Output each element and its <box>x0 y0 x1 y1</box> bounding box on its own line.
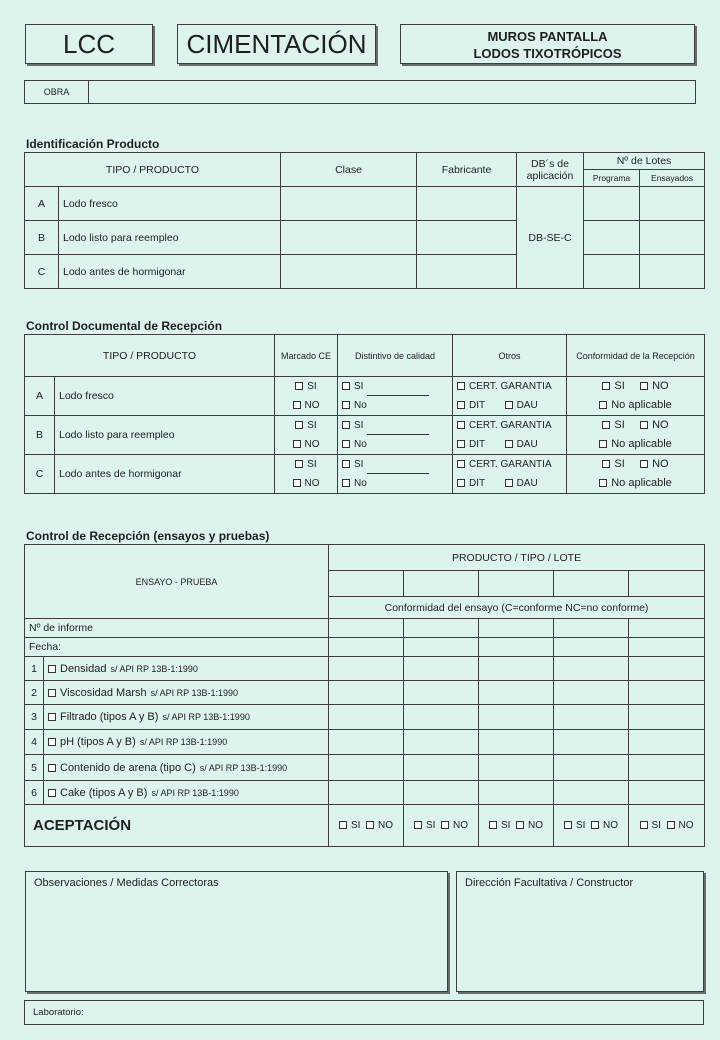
checkbox[interactable] <box>457 440 465 448</box>
lote-cell[interactable] <box>554 571 629 597</box>
test-number: 3 <box>25 705 44 730</box>
observaciones-label: Observaciones / Medidas Correctoras <box>34 877 219 889</box>
documental-title: Control Documental de Recepción <box>26 319 223 333</box>
test-standard: s/ API RP 13B-1:1990 <box>110 663 198 674</box>
direccion-box[interactable] <box>456 871 704 992</box>
id-ensayados-cell[interactable] <box>640 255 705 289</box>
identificacion-table <box>24 152 705 289</box>
subtitle-line2: LODOS TIXOTRÓPICOS <box>473 46 622 61</box>
id-row-letter: A <box>25 187 59 221</box>
test-row <box>25 705 705 730</box>
laboratorio-box[interactable] <box>24 1000 704 1025</box>
checkbox[interactable] <box>48 713 56 721</box>
id-programa-cell[interactable] <box>584 255 640 289</box>
checkbox[interactable] <box>48 689 56 697</box>
checkbox[interactable] <box>293 440 301 448</box>
doc-header-conformidad: Conformidad de la Recepción <box>567 335 705 377</box>
informe-cell[interactable] <box>479 619 554 638</box>
result-cell[interactable] <box>629 730 705 755</box>
id-db-value: DB-SE-C <box>517 187 584 289</box>
doc-conformidad-options[interactable]: SI NO No aplicable <box>567 416 705 455</box>
test-row <box>25 681 705 705</box>
result-cell[interactable] <box>629 755 705 781</box>
doc-otros-options[interactable]: CERT. GARANTIA DIT DAU <box>453 416 567 455</box>
identificacion-title: Identificación Producto <box>26 137 160 151</box>
id-fabricante-cell[interactable] <box>417 255 517 289</box>
doc-otros-options[interactable]: CERT. GARANTIA DIT DAU <box>453 377 567 416</box>
id-header-db: DB´s de aplicación <box>517 153 584 187</box>
fill-line[interactable] <box>367 425 429 435</box>
result-cell[interactable] <box>329 657 404 681</box>
checkbox[interactable] <box>505 479 513 487</box>
result-cell[interactable] <box>329 681 404 705</box>
fecha-cell[interactable] <box>479 638 554 657</box>
informe-cell[interactable] <box>554 619 629 638</box>
result-cell[interactable] <box>554 755 629 781</box>
id-ensayados-cell[interactable] <box>640 187 705 221</box>
recepcion-title: Control de Recepción (ensayos y pruebas) <box>26 529 270 543</box>
checkbox[interactable] <box>48 738 56 746</box>
documental-table <box>24 334 705 494</box>
test-standard: s/ API RP 13B-1:1990 <box>139 737 228 747</box>
checkbox[interactable] <box>505 440 513 448</box>
subtitle-box <box>400 24 695 64</box>
id-row-product: Lodo fresco <box>59 187 281 221</box>
checkbox[interactable] <box>599 440 607 448</box>
test-row <box>25 657 705 681</box>
checkbox[interactable] <box>457 479 465 487</box>
test-standard: s/ API RP 13B-1:1990 <box>162 712 250 722</box>
checkbox[interactable] <box>564 821 572 829</box>
ensayo-header: ENSAYO - PRUEBA <box>25 545 329 619</box>
doc-conformidad-options[interactable]: SI NO No aplicable <box>567 455 705 494</box>
checkbox[interactable] <box>366 821 374 829</box>
result-cell[interactable] <box>554 730 629 755</box>
result-cell[interactable] <box>404 705 479 730</box>
aceptacion-options[interactable]: SI NO <box>629 805 705 847</box>
aceptacion-options[interactable]: SI NO <box>329 805 404 847</box>
aceptacion-options[interactable]: SI NO <box>554 805 629 847</box>
obra-label: OBRA <box>25 81 89 104</box>
test-standard: s/ API RP 13B-1:1990 <box>150 687 239 698</box>
doc-conformidad-options[interactable]: SI NO No aplicable <box>567 377 705 416</box>
test-number: 2 <box>25 681 44 705</box>
chapter-title: CIMENTACIÓN <box>186 28 367 59</box>
conformidad-legend: Conformidad del ensayo (C=conforme NC=no conforme) <box>329 597 705 619</box>
informe-label: Nº de informe <box>25 619 329 638</box>
checkbox[interactable] <box>640 460 648 468</box>
logo-text: LCC <box>62 28 115 59</box>
id-fabricante-cell[interactable] <box>417 221 517 255</box>
checkbox[interactable] <box>441 821 449 829</box>
checkbox[interactable] <box>505 401 513 409</box>
test-number: 6 <box>25 781 44 805</box>
producto-header: PRODUCTO / TIPO / LOTE <box>329 545 705 571</box>
result-cell[interactable] <box>479 705 554 730</box>
id-ensayados-cell[interactable] <box>640 221 705 255</box>
fecha-cell[interactable] <box>329 638 404 657</box>
checkbox[interactable] <box>342 421 350 429</box>
result-cell[interactable] <box>404 657 479 681</box>
id-header-lotes: Nº de Lotes <box>584 153 705 170</box>
checkbox[interactable] <box>48 665 56 673</box>
doc-row-product: Lodo listo para reempleo <box>55 416 275 455</box>
test-name-cell <box>44 681 329 705</box>
obra-table <box>24 80 696 104</box>
test-row <box>25 730 705 755</box>
id-fabricante-cell[interactable] <box>417 187 517 221</box>
checkbox[interactable] <box>599 479 607 487</box>
doc-distintivo-options[interactable]: SI No <box>338 416 453 455</box>
id-row-product: Lodo antes de hormigonar <box>59 255 281 289</box>
result-cell[interactable] <box>629 681 705 705</box>
checkbox[interactable] <box>293 479 301 487</box>
result-cell[interactable] <box>554 781 629 805</box>
aceptacion-options[interactable]: SI NO <box>479 805 554 847</box>
checkbox[interactable] <box>295 421 303 429</box>
id-programa-cell[interactable] <box>584 221 640 255</box>
result-cell[interactable] <box>404 730 479 755</box>
fecha-cell[interactable] <box>629 638 705 657</box>
laboratorio-label: Laboratorio: <box>33 1007 84 1018</box>
checkbox[interactable] <box>342 401 350 409</box>
test-name-cell <box>44 657 329 681</box>
informe-cell[interactable] <box>629 619 705 638</box>
checkbox[interactable] <box>342 382 350 390</box>
informe-cell[interactable] <box>329 619 404 638</box>
id-programa-cell[interactable] <box>584 187 640 221</box>
checkbox[interactable] <box>295 460 303 468</box>
test-name: Densidad <box>60 662 107 675</box>
obra-field[interactable] <box>89 81 696 104</box>
id-clase-cell[interactable] <box>281 255 417 289</box>
checkbox[interactable] <box>640 821 648 829</box>
result-cell[interactable] <box>479 681 554 705</box>
id-row-product: Lodo listo para reempleo <box>59 221 281 255</box>
direccion-label: Dirección Facultativa / Constructor <box>465 877 634 889</box>
checkbox[interactable] <box>602 382 610 390</box>
doc-row-product: Lodo fresco <box>55 377 275 416</box>
test-row <box>25 755 705 781</box>
result-cell[interactable] <box>554 705 629 730</box>
checkbox[interactable] <box>516 821 524 829</box>
doc-row-letter: C <box>25 455 55 494</box>
checkbox[interactable] <box>457 460 465 468</box>
observaciones-box[interactable] <box>25 871 448 992</box>
doc-distintivo-options[interactable]: SI No <box>338 455 453 494</box>
result-cell[interactable] <box>329 730 404 755</box>
lote-cell[interactable] <box>629 571 705 597</box>
id-header-programa: Programa <box>584 170 640 187</box>
checkbox[interactable] <box>599 401 607 409</box>
result-cell[interactable] <box>404 755 479 781</box>
test-name: Filtrado (tipos A y B) <box>60 711 159 723</box>
lote-cell[interactable] <box>404 571 479 597</box>
fecha-label: Fecha: <box>25 638 329 657</box>
result-cell[interactable] <box>479 781 554 805</box>
test-name: Viscosidad Marsh <box>60 686 147 699</box>
result-cell[interactable] <box>329 755 404 781</box>
doc-header-otros: Otros <box>453 335 567 377</box>
id-row-letter: B <box>25 221 59 255</box>
fill-line[interactable] <box>367 386 429 396</box>
test-name: Contenido de arena (tipo C) <box>60 761 196 774</box>
checkbox[interactable] <box>293 401 301 409</box>
id-header-fabricante: Fabricante <box>417 153 517 187</box>
test-name-cell <box>44 781 329 805</box>
test-number: 1 <box>25 657 44 681</box>
result-cell[interactable] <box>554 681 629 705</box>
result-cell[interactable] <box>629 705 705 730</box>
recepcion-table <box>24 544 705 847</box>
informe-cell[interactable] <box>404 619 479 638</box>
result-cell[interactable] <box>404 781 479 805</box>
doc-marcado-options[interactable]: SI NO <box>275 416 338 455</box>
result-cell[interactable] <box>479 730 554 755</box>
checkbox[interactable] <box>640 382 648 390</box>
test-name: pH (tipos A y B) <box>60 736 136 748</box>
checkbox[interactable] <box>295 382 303 390</box>
checkbox[interactable] <box>342 479 350 487</box>
fecha-cell[interactable] <box>554 638 629 657</box>
test-standard: s/ API RP 13B-1:1990 <box>151 787 239 798</box>
test-name-cell <box>44 755 329 781</box>
chapter-box <box>177 24 376 64</box>
result-cell[interactable] <box>629 657 705 681</box>
checkbox[interactable] <box>602 421 610 429</box>
result-cell[interactable] <box>479 657 554 681</box>
doc-header-tipo: TIPO / PRODUCTO <box>25 335 275 377</box>
id-header-ensayados: Ensayados <box>640 170 705 187</box>
test-number: 5 <box>25 755 44 781</box>
checkbox[interactable] <box>591 821 599 829</box>
checkbox[interactable] <box>457 382 465 390</box>
doc-row-product: Lodo antes de hormigonar <box>55 455 275 494</box>
doc-row-letter: A <box>25 377 55 416</box>
doc-otros-options[interactable]: CERT. GARANTIA DIT DAU <box>453 455 567 494</box>
doc-marcado-options[interactable]: SI NO <box>275 455 338 494</box>
checkbox[interactable] <box>489 821 497 829</box>
fill-line[interactable] <box>367 464 429 474</box>
doc-distintivo-options[interactable]: SI No <box>338 377 453 416</box>
id-header-clase: Clase <box>281 153 417 187</box>
checkbox[interactable] <box>414 821 422 829</box>
result-cell[interactable] <box>479 755 554 781</box>
result-cell[interactable] <box>629 781 705 805</box>
checkbox[interactable] <box>457 401 465 409</box>
test-name-cell <box>44 705 329 730</box>
checkbox[interactable] <box>667 821 675 829</box>
checkbox[interactable] <box>342 460 350 468</box>
result-cell[interactable] <box>329 705 404 730</box>
subtitle-line1: MUROS PANTALLA <box>487 29 608 44</box>
test-standard: s/ API RP 13B-1:1990 <box>199 762 288 773</box>
id-clase-cell[interactable] <box>281 221 417 255</box>
checkbox[interactable] <box>457 421 465 429</box>
id-clase-cell[interactable] <box>281 187 417 221</box>
logo-box <box>25 24 153 64</box>
test-number: 4 <box>25 730 44 755</box>
doc-header-distintivo: Distintivo de calidad <box>338 335 453 377</box>
id-row-letter: C <box>25 255 59 289</box>
test-row <box>25 781 705 805</box>
test-name-cell <box>44 730 329 755</box>
test-name: Cake (tipos A y B) <box>60 786 148 799</box>
aceptacion-label: ACEPTACIÓN <box>25 805 329 847</box>
result-cell[interactable] <box>329 781 404 805</box>
result-cell[interactable] <box>404 681 479 705</box>
doc-header-marcado: Marcado CE <box>275 335 338 377</box>
checkbox[interactable] <box>602 460 610 468</box>
lote-cell[interactable] <box>479 571 554 597</box>
fecha-cell[interactable] <box>404 638 479 657</box>
checkbox[interactable] <box>640 421 648 429</box>
aceptacion-options[interactable]: SI NO <box>404 805 479 847</box>
checkbox[interactable] <box>48 764 56 772</box>
checkbox[interactable] <box>339 821 347 829</box>
doc-row-letter: B <box>25 416 55 455</box>
lote-cell[interactable] <box>329 571 404 597</box>
id-header-tipo: TIPO / PRODUCTO <box>25 153 281 187</box>
checkbox[interactable] <box>48 789 56 797</box>
doc-marcado-options[interactable]: SI NO <box>275 377 338 416</box>
checkbox[interactable] <box>342 440 350 448</box>
result-cell[interactable] <box>554 657 629 681</box>
